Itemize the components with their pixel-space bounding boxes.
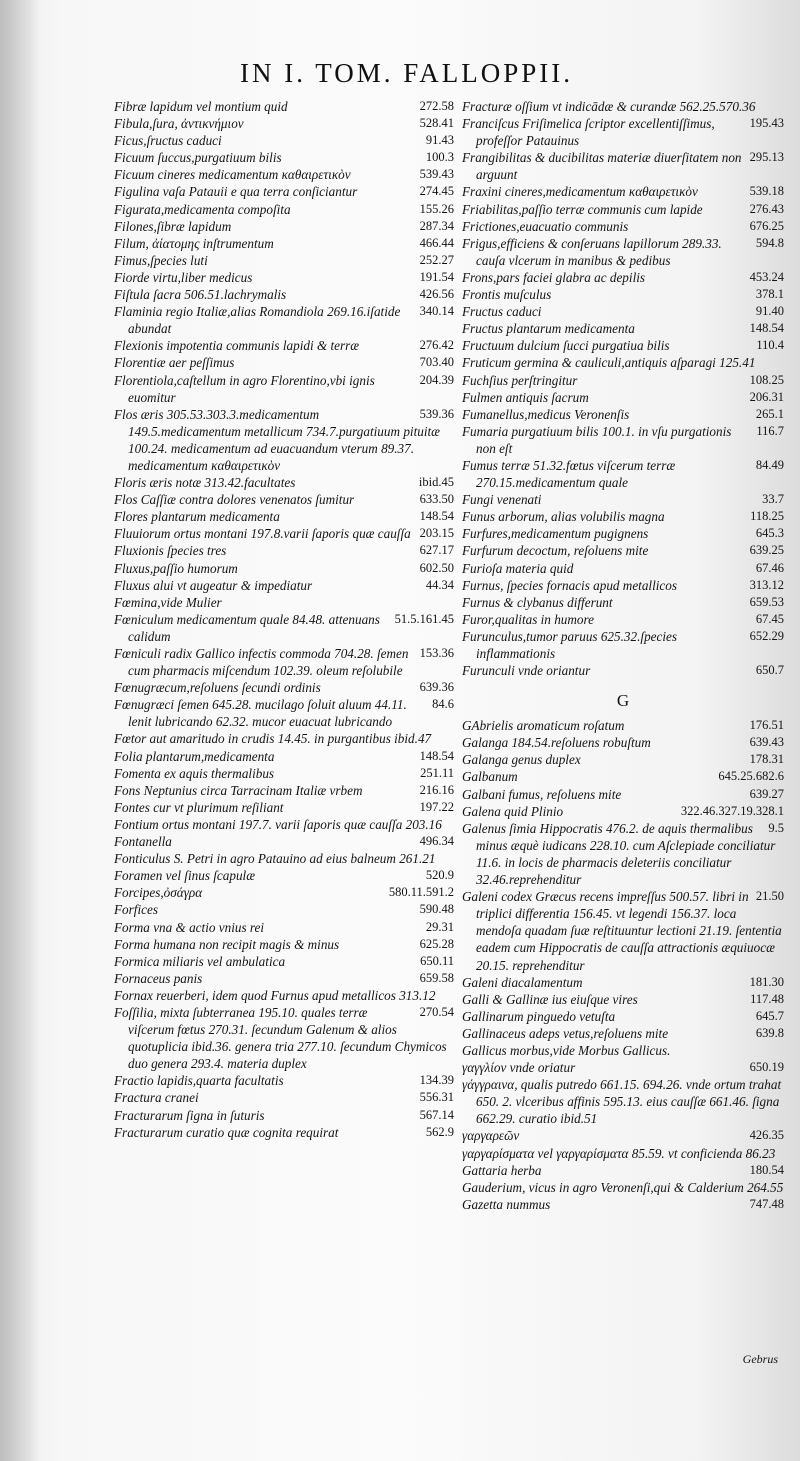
page-reference: 659.53 xyxy=(749,594,784,609)
entry-text: Frigus,efficiens & conſeruans lapillorum 289.33. cauſa vlcerum in manibus & pedibus xyxy=(462,235,722,268)
entry-text: Fungi venenati xyxy=(462,492,542,508)
page-reference: 204.39 xyxy=(419,372,454,387)
entry-text: Fœnugræci ſemen 645.28. mucilago ſoluit aluum 44.11. lenit lubricando 62.32. mucor euacuat lubricando xyxy=(114,697,407,730)
page-reference: 197.22 xyxy=(419,799,454,814)
index-entry xyxy=(462,98,784,115)
entry-text: Fimus,ſpecies luti xyxy=(114,252,208,268)
entry-text: Gattaria herba xyxy=(462,1162,542,1178)
entry-text: Furnus, ſpecies fornacis apud metallicos xyxy=(462,577,678,593)
index-entry xyxy=(114,867,454,884)
page-reference: 153.36 xyxy=(419,646,454,660)
entry-text: γάγγραινα, qualis putredo 661.15. 694.26. vnde ortum trahat 650. 2. vlceribus affinis 595.13. eius cauſſæ 661.46. ſigna 662.29. curatio ibid.51 xyxy=(462,1077,782,1127)
page-reference: 67.46 xyxy=(755,560,784,575)
index-entry xyxy=(114,611,454,645)
page-reference: 650.19 xyxy=(749,1060,784,1075)
page-reference: 659.58 xyxy=(419,970,454,985)
index-entry xyxy=(462,1127,784,1144)
entry-text: Fiſtula ſacra 506.51.lachrymalis xyxy=(114,287,287,303)
entry-text: Floris æris notæ 313.42.facultates xyxy=(114,475,296,491)
index-entry xyxy=(114,372,454,406)
page-reference: 652.29 xyxy=(749,628,784,643)
entry-text: Fulmen antiquis ſacrum xyxy=(462,389,589,405)
index-entry xyxy=(114,525,454,542)
entry-text: Fœtor aut amaritudo in crudis 14.45. in purgantibus ibid.47 xyxy=(114,731,432,747)
page-reference: 539.36 xyxy=(419,406,454,421)
page-reference: 567.14 xyxy=(419,1107,454,1122)
index-entry xyxy=(462,1059,784,1076)
entry-text: Fibula,ſura, ἀντικνήμιον xyxy=(114,116,244,132)
page-reference: 539.43 xyxy=(419,167,454,182)
page-reference: 580.11.591.2 xyxy=(388,885,454,900)
page-reference: 703.40 xyxy=(419,355,454,370)
page-reference: 539.18 xyxy=(749,184,784,199)
page-reference: 181.30 xyxy=(749,974,784,989)
page-reference: 313.12 xyxy=(749,577,784,592)
entry-text: Fornax reuerberi, idem quod Furnus apud metallicos 313.12 xyxy=(114,987,436,1003)
right-index-column xyxy=(462,98,784,1213)
index-entry xyxy=(462,594,784,611)
entry-text: Fumus terræ 51.32.fœtus viſcerum terræ 270.15.medicamentum quale xyxy=(462,457,676,491)
index-entry xyxy=(462,372,784,389)
index-entry xyxy=(114,132,454,149)
page-reference: 676.25 xyxy=(749,218,784,233)
index-entry xyxy=(462,820,784,888)
page-reference: 426.56 xyxy=(419,287,454,302)
entry-text: Furor,qualitas in humore xyxy=(462,611,595,627)
page-reference: 466.44 xyxy=(419,235,454,250)
page-reference: 520.9 xyxy=(425,868,454,883)
entry-text: Furfurum decoctum, reſoluens mite xyxy=(462,543,649,559)
index-entry xyxy=(114,765,454,782)
entry-text: Galanga 184.54.reſoluens robuſtum xyxy=(462,735,651,751)
entry-text: Ficuum ſuccus,purgatiuum bilis xyxy=(114,150,282,166)
entry-text: Fonticulus S. Petri in agro Patauino ad eius balneum 261.21 xyxy=(114,851,436,867)
binding-shadow xyxy=(0,0,40,1461)
page-reference: 295.13 xyxy=(749,150,784,165)
page-reference: 252.27 xyxy=(419,252,454,267)
entry-text: Flos æris 305.53.303.3.medicamentum 149.5.medicamentum metallicum 734.7.purgatiuum pituitæ 100.24. medicamentum ad euacuandum vterum 89.37. medicamentum καθαιρετικὸν xyxy=(114,406,440,473)
index-entry xyxy=(462,269,784,286)
entry-text: Galenus ſimia Hippocratis 476.2. de aquis thermalibus minus æquè iudicans 228.10. cum Aſclepiade conciliatur 11.6. in locis de pharmacis deleteriis conciliatur 32.46.reprehenditur xyxy=(462,820,776,888)
index-entry xyxy=(462,1025,784,1042)
entry-text: Frictiones,euacuatio communis xyxy=(462,218,629,234)
page-reference: 116.7 xyxy=(756,423,784,438)
index-entry xyxy=(114,919,454,936)
index-entry xyxy=(114,645,454,679)
page-reference: 203.15 xyxy=(419,526,454,541)
page-reference: 639.27 xyxy=(749,786,784,801)
entry-text: Flaminia regio Italiæ,alias Romandiola 269.16.iſatide abundat xyxy=(114,304,401,337)
page-reference: 639.43 xyxy=(749,735,784,750)
entry-text: γαργαρίσματα vel γαργαρίσματα 85.59. vt conficienda 86.23 xyxy=(462,1145,776,1161)
entry-text: Fomenta ex aquis thermalibus xyxy=(114,765,275,781)
index-entry xyxy=(462,525,784,542)
index-entry xyxy=(114,269,454,286)
index-entry xyxy=(114,1124,454,1141)
page-reference: 747.48 xyxy=(749,1196,784,1211)
entry-text: Fuchſius perſtringitur xyxy=(462,372,578,388)
index-entry xyxy=(462,354,784,371)
page-reference: 650.11 xyxy=(420,953,454,968)
index-entry xyxy=(462,577,784,594)
page-reference: 134.39 xyxy=(419,1073,454,1088)
page-reference: 496.34 xyxy=(419,834,454,849)
entry-text: Ficus,ſructus caduci xyxy=(114,133,222,149)
index-entry xyxy=(114,816,454,833)
page-reference: 118.25 xyxy=(750,509,784,524)
index-entry xyxy=(114,850,454,867)
page-reference: 594.8 xyxy=(755,235,784,250)
page-reference: 155.26 xyxy=(419,201,454,216)
entry-text: Flos Caſſiæ contra dolores venenatos ſumitur xyxy=(114,492,355,508)
entry-text: Figurata,medicamenta compoſita xyxy=(114,201,291,217)
index-entry xyxy=(114,542,454,559)
entry-text: Fraxini cineres,medicamentum καθαιρετικὸν xyxy=(462,184,698,200)
page-reference: 51.5.161.45 xyxy=(394,611,454,626)
entry-text: Fontium ortus montani 197.7. varii ſaporis quæ cauſſa 203.16 xyxy=(114,816,442,832)
index-entry xyxy=(462,1145,784,1162)
entry-text: Galbanum xyxy=(462,769,518,785)
index-entry xyxy=(462,423,784,457)
catchword: Gebrus xyxy=(742,1352,778,1366)
entry-text: Furunculi vnde oriantur xyxy=(462,663,591,679)
page-reference: 639.25 xyxy=(749,543,784,558)
index-entry xyxy=(462,457,784,491)
index-entry xyxy=(462,337,784,354)
index-entry xyxy=(114,748,454,765)
page-reference: 639.8 xyxy=(755,1025,784,1040)
entry-text: Fluxionis ſpecies tres xyxy=(114,543,227,559)
index-entry xyxy=(114,252,454,269)
index-entry xyxy=(114,799,454,816)
index-entry xyxy=(462,1196,784,1213)
page-reference: 627.17 xyxy=(419,543,454,558)
index-entry xyxy=(462,751,784,768)
index-entry xyxy=(114,782,454,799)
entry-text: Franciſcus Friſimelica ſcriptor excellentiſſimus, profeſſor Patauinus xyxy=(462,116,715,149)
page-reference: 29.31 xyxy=(425,919,454,934)
g-entries xyxy=(462,717,784,1213)
entry-text: Flexionis impotentia communis lapidi & terræ xyxy=(114,338,360,354)
entry-text: Fructus caduci xyxy=(462,304,542,320)
index-entry xyxy=(462,662,784,679)
entry-text: Fœnugræcum,reſoluens ſecundi ordinis xyxy=(114,680,321,696)
index-entry xyxy=(462,1162,784,1179)
index-entry xyxy=(462,201,784,218)
index-entry xyxy=(114,594,454,611)
page-reference: 645.3 xyxy=(755,526,784,541)
page-reference: 272.58 xyxy=(419,99,454,113)
entry-text: Filum, ἀίατομης inſtrumentum xyxy=(114,235,274,251)
index-entry xyxy=(462,389,784,406)
entry-text: Fœniculi radix Gallico infectis commoda 704.28. ſemen cum pharmacis miſcendum 102.39. oleum reſolubile xyxy=(114,646,409,679)
page-reference: 426.35 xyxy=(749,1128,784,1143)
index-entry xyxy=(114,115,454,132)
page-reference: 21.50 xyxy=(755,889,784,904)
entry-text: Forma vna & actio vnius rei xyxy=(114,919,265,935)
entry-text: Funus arborum, alias volubilis magna xyxy=(462,509,665,525)
page-reference: 33.7 xyxy=(762,492,784,507)
index-entry xyxy=(114,218,454,235)
entry-text: Furunculus,tumor paruus 625.32.ſpecies inflammationis xyxy=(462,628,678,661)
page-reference: 84.6 xyxy=(432,697,454,712)
entry-text: Filones,ſibræ lapidum xyxy=(114,218,232,234)
entry-text: Galbani fumus, reſoluens mite xyxy=(462,786,622,802)
index-entry xyxy=(462,786,784,803)
index-entry xyxy=(462,183,784,200)
page-reference: 270.54 xyxy=(419,1004,454,1019)
page-reference: 91.43 xyxy=(425,133,454,148)
index-entry xyxy=(114,884,454,901)
entry-text: Galeni diacalamentum xyxy=(462,974,583,990)
page-reference: 645.7 xyxy=(755,1008,784,1023)
index-entry xyxy=(462,974,784,991)
index-entry xyxy=(462,303,784,320)
entry-text: Gauderium, vicus in agro Veronenſi,qui & Calderium 264.55 xyxy=(462,1179,784,1195)
entry-text: Fœniculum medicamentum quale 84.48. attenuans calidum xyxy=(114,611,380,644)
index-entry xyxy=(114,1107,454,1124)
entry-text: Gallicus morbus,vide Morbus Gallicus. xyxy=(462,1042,671,1058)
index-entry xyxy=(462,803,784,820)
page-reference: ibid.45 xyxy=(418,475,454,490)
entry-text: Galena quid Plinio xyxy=(462,803,564,819)
index-entry xyxy=(114,833,454,850)
index-entry xyxy=(114,970,454,987)
entry-text: Galanga genus duplex xyxy=(462,752,581,768)
page-reference: 453.24 xyxy=(749,269,784,284)
entry-text: Frangibilitas & ducibilitas materiæ diuerſitatem non arguunt xyxy=(462,150,742,183)
entry-text: Friabilitas,paſſio terræ communis cum lapide xyxy=(462,201,703,217)
index-entry xyxy=(114,149,454,166)
entry-text: Fracturarum curatio quæ cognita requirat xyxy=(114,1124,339,1140)
index-entry xyxy=(462,628,784,662)
entry-text: Fracturæ oſſium vt indicādæ & curandæ 562.25.570.36 xyxy=(462,99,756,114)
entry-text: γαγγλίον vnde oriatur xyxy=(462,1060,576,1076)
page-reference: 625.28 xyxy=(419,936,454,951)
entry-text: GAbrielis aromaticum roſatum xyxy=(462,718,625,734)
index-entry xyxy=(114,1089,454,1106)
entry-text: Galli & Gallinæ ius eiuſque vires xyxy=(462,991,638,1007)
index-entry xyxy=(114,166,454,183)
page-reference: 108.25 xyxy=(749,372,784,387)
index-entry xyxy=(462,1179,784,1196)
entry-text: Foſſilia, mixta ſubterranea 195.10. quales terræ viſcerum fœtus 270.31. ſecundum Galenum & alios quotuplicia ibid.36. genera tria 277.10. ſecundum Chymicos duo genera 293.4. materia duplex xyxy=(114,1004,447,1072)
index-entry xyxy=(462,1008,784,1025)
index-entry xyxy=(114,491,454,508)
entry-text: Fructus plantarum medicamenta xyxy=(462,321,635,337)
entry-text: Fluuiorum ortus montani 197.8.varii ſaporis quæ cauſſa xyxy=(114,526,411,542)
index-entry xyxy=(114,679,454,696)
index-entry xyxy=(462,320,784,337)
page-reference: 639.36 xyxy=(419,680,454,695)
entry-text: Fiorde virtu,liber medicus xyxy=(114,269,253,285)
page-reference: 148.54 xyxy=(419,509,454,524)
index-entry xyxy=(462,491,784,508)
page-reference: 633.50 xyxy=(419,492,454,507)
index-entry xyxy=(114,901,454,918)
index-entry xyxy=(462,286,784,303)
entry-text: Ficuum cineres medicamentum καθαιρετικὸν xyxy=(114,167,351,183)
entry-text: Foramen vel ſinus ſcapulæ xyxy=(114,868,256,884)
page-reference: 322.46.327.19.328.1 xyxy=(680,803,784,818)
page-reference: 84.49 xyxy=(755,457,784,472)
index-entry xyxy=(462,149,784,183)
index-entry xyxy=(114,98,454,115)
running-head: IN I. TOM. FALLOPPII. xyxy=(240,58,574,88)
page-reference: 562.9 xyxy=(425,1124,454,1139)
index-entry xyxy=(114,201,454,218)
entry-text: Florentiola,caſtellum in agro Florentino,vbi ignis euomitur xyxy=(114,372,375,405)
index-entry xyxy=(114,508,454,525)
index-entry xyxy=(114,936,454,953)
entry-text: Formica miliaris vel ambulatica xyxy=(114,953,286,969)
page-reference: 9.5 xyxy=(768,820,784,835)
page-reference: 191.54 xyxy=(419,269,454,284)
left-index-column xyxy=(114,98,454,1141)
index-entry xyxy=(462,406,784,423)
index-entry xyxy=(114,560,454,577)
index-entry xyxy=(462,768,784,785)
index-entry xyxy=(462,218,784,235)
index-entry xyxy=(114,303,454,337)
page-reference: 276.43 xyxy=(749,201,784,216)
index-entry xyxy=(114,235,454,252)
index-entry xyxy=(114,474,454,491)
page-reference: 67.45 xyxy=(755,611,784,626)
index-entry xyxy=(114,406,454,474)
page-reference: 195.43 xyxy=(749,116,784,131)
entry-text: Fons Neptunius circa Tarracinam Italiæ vrbem xyxy=(114,782,363,798)
page-reference: 216.16 xyxy=(419,782,454,797)
page-reference: 528.41 xyxy=(419,116,454,131)
page-reference: 274.45 xyxy=(419,184,454,199)
entry-text: Fornaceus panis xyxy=(114,970,203,986)
index-entry xyxy=(114,730,454,747)
entry-text: Furfures,medicamentum pugignens xyxy=(462,526,649,542)
index-entry xyxy=(462,115,784,149)
index-entry xyxy=(114,286,454,303)
page-reference: 148.54 xyxy=(419,748,454,763)
page-reference: 602.50 xyxy=(419,560,454,575)
entry-text: Fontes cur vt plurimum reſiliant xyxy=(114,799,284,815)
entry-text: Furnus & clybanus differunt xyxy=(462,594,613,610)
index-entry xyxy=(114,577,454,594)
entry-text: Forma humana non recipit magis & minus xyxy=(114,936,340,952)
entry-text: Gazetta nummus xyxy=(462,1196,551,1212)
page-reference: 110.4 xyxy=(756,338,784,353)
index-entry xyxy=(462,560,784,577)
index-entry xyxy=(462,717,784,734)
index-entry xyxy=(462,542,784,559)
entry-text: Fibræ lapidum vel montium quid xyxy=(114,99,288,114)
page-reference: 176.51 xyxy=(749,718,784,733)
index-entry xyxy=(462,888,784,973)
index-entry xyxy=(462,1042,784,1059)
page-reference: 100.3 xyxy=(425,150,454,165)
page-reference: 178.31 xyxy=(749,752,784,767)
page-reference: 340.14 xyxy=(419,304,454,319)
page-reference: 590.48 xyxy=(419,902,454,917)
entry-text: Gallinarum pinguedo vetuſta xyxy=(462,1008,616,1024)
page-reference: 378.1 xyxy=(755,287,784,302)
entry-text: Forfices xyxy=(114,902,158,918)
index-entry xyxy=(462,508,784,525)
entry-text: Fontanella xyxy=(114,834,172,850)
page-reference: 44.34 xyxy=(425,577,454,592)
index-entry xyxy=(114,953,454,970)
entry-text: Furioſa materia quid xyxy=(462,560,574,576)
index-entry xyxy=(462,1076,784,1127)
entry-text: Gallinaceus adeps vetus,reſoluens mite xyxy=(462,1025,669,1041)
entry-text: Fruticum germina & cauliculi,antiquis aſparagi 125.41 xyxy=(462,355,756,371)
index-entry xyxy=(114,987,454,1004)
page-reference: 645.25.682.6 xyxy=(718,769,784,784)
index-entry xyxy=(114,183,454,200)
page-reference: 180.54 xyxy=(749,1162,784,1177)
index-entry xyxy=(114,354,454,371)
entry-text: Fœmina,vide Mulier xyxy=(114,594,222,610)
page-reference: 206.31 xyxy=(749,389,784,404)
index-entry xyxy=(114,696,454,730)
index-entry xyxy=(462,991,784,1008)
entry-text: Fumanellus,medicus Veronenſis xyxy=(462,406,630,422)
entry-text: Fractura cranei xyxy=(114,1090,199,1106)
index-entry xyxy=(114,337,454,354)
entry-text: Frontis muſculus xyxy=(462,287,552,303)
entry-text: Forcipes,ὀσάγρα xyxy=(114,885,203,901)
entry-text: Fractio lapidis,quarta facultatis xyxy=(114,1073,284,1089)
entry-text: Fluxus alui vt augeatur & impediatur xyxy=(114,577,313,593)
entry-text: Flores plantarum medicamenta xyxy=(114,509,280,525)
entry-text: γαργαρεῶν xyxy=(462,1128,520,1144)
entry-text: Fluxus,paſſio humorum xyxy=(114,560,238,576)
page-reference: 287.34 xyxy=(419,218,454,233)
index-entry xyxy=(462,734,784,751)
entry-text: Florentiæ aer peſſimus xyxy=(114,355,235,371)
entry-text: Fumaria purgatiuum bilis 100.1. in vſu purgationis non eſt xyxy=(462,423,732,456)
index-entry xyxy=(462,611,784,628)
entry-text: Fructuum dulcium ſucci purgatiua bilis xyxy=(462,338,670,354)
page-reference: 251.11 xyxy=(420,765,454,780)
page-reference: 650.7 xyxy=(755,663,784,678)
f-entries-continued xyxy=(462,98,784,679)
page-reference: 556.31 xyxy=(419,1090,454,1105)
entry-text: Figulina vaſa Patauii e qua terra conſiciantur xyxy=(114,184,358,200)
entry-text: Galeni codex Græcus recens impreſſus 500.57. libri in triplici differentia 156.45. vt legendi 156.37. loca mendoſa quadam ſuæ reſtituuntur lectioni 21.19. ſententia eadem cum Hippocratis de cauſſa attractionis æquiuocæ 20.15. reprehenditur xyxy=(462,889,782,973)
page-reference: 117.48 xyxy=(750,991,784,1006)
letter-heading: G xyxy=(616,691,630,711)
index-entry xyxy=(462,235,784,269)
page-reference: 148.54 xyxy=(749,321,784,336)
index-entry xyxy=(114,1004,454,1072)
entry-text: Fracturarum ſigna in ſuturis xyxy=(114,1107,265,1123)
page-reference: 276.42 xyxy=(419,338,454,353)
entry-text: Folia plantarum,medicamenta xyxy=(114,748,275,764)
index-entry xyxy=(114,1072,454,1089)
page-reference: 91.40 xyxy=(755,304,784,319)
page-reference: 265.1 xyxy=(755,406,784,421)
entry-text: Frons,pars faciei glabra ac depilis xyxy=(462,269,646,285)
